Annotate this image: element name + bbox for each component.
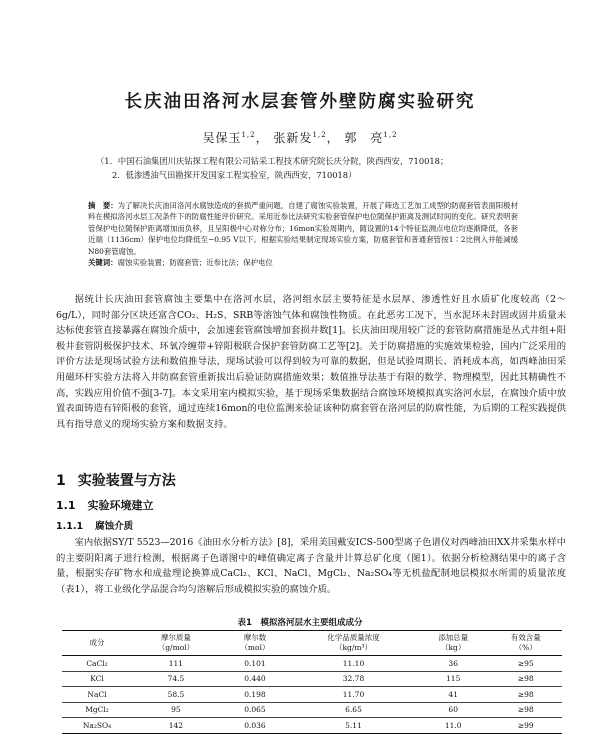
abstract-label: 摘 要： [88,201,118,210]
header-cell: 成分 [89,638,105,647]
table-cell: 6.65 [290,702,417,718]
table-cell: NaCl [62,687,132,703]
table-cell: 111 [132,656,220,672]
table-cell: 11.0 [417,718,490,734]
header-cell: 有效含量 （%） [510,633,541,652]
table-cell: ≥98 [489,671,562,687]
table-cell: ≥95 [489,656,562,672]
table-cell: 11.10 [290,656,417,672]
affiliation-line: 2．低渗透油气田勘探开发国家工程实验室，陕西西安，710018） [112,170,357,180]
table-cell: Na₂SO₄ [62,718,132,734]
subsubsection-heading [56,518,133,532]
table-cell: 0.065 [220,702,290,718]
table-row [62,718,562,734]
table-header-row [62,631,562,656]
introduction [56,292,566,432]
header-cell: 摩尔数 （mol） [240,633,270,652]
table-row [62,671,562,687]
table-cell: 0.101 [220,656,290,672]
author-name: 郭 亮 [344,131,384,145]
table-cell: ≥98 [489,702,562,718]
table-cell: 41 [417,687,490,703]
keywords-text: 腐蚀实验装置；防腐套管；近参比法；保护电位 [117,258,273,268]
corrosion-medium-section [56,535,566,597]
table-caption: 表1 模拟洛河层水主要组成成分 [237,618,363,628]
subsection-number: 1.1 [56,499,76,512]
table-cell: 5.11 [290,718,417,734]
section-heading [56,470,176,490]
table-cell: 74.5 [132,671,220,687]
table-row [62,687,562,703]
author-affiliation-mark: 1,2 [312,131,327,139]
affiliation-line: （1．中国石油集团川庆钻探工程有限公司钻采工程技术研究院长庆分院，陕西西安，710018； [96,156,449,166]
table-cell: 60 [417,702,490,718]
abstract-text: 为了解决长庆油田洛河水腐蚀造成的套损严重问题，自建了腐蚀实验装置，开展了筛选工艺加工成型的防腐套管表面阳极材料在模拟洛河水层工况条件下的防腐性能评价研究。采用近参比法研究实验套管保护电位随保护距离及测试时间的变化。研究表明套管保护电位随保护距离增加而负移，且呈阳极中心对称分布；16mon实验周期内，随设置的14个特征监测点电位均逐渐降低，各套近端（1136cm）保护电位均降低至−0.95 V以下。根据实验结果制定现场实验方案，防腐套管和普通套管按1∶2比例入井能减缓N80套管腐蚀。 [88,201,518,256]
composition-table [62,630,562,734]
subsection-heading [56,497,154,513]
intro-paragraph: 据统计长庆油田套管腐蚀主要集中在洛河水层，洛河组水层主要特征是水层厚、渗透性好且水质矿化度较高（2～6g/L），同时部分区块还富含CO₂、H₂S、SRB等溶蚀气体和腐蚀性物质。在此恶劣工况下，当水泥环未封固或固井质量未达标使套管直接暴露在腐蚀介质中，会加速套管腐蚀增加套损井数[1]。长庆油田现用较广泛的套管防腐措施是丛式井组+阳极井套管阴极保护技术、环氧冷缠带+锌阳极联合保护套管防腐工艺等[2]。关于防腐措施的实施效果检验，国内广泛采用的评价方法是现场试验方法和数值推导法，现场试验可以得到较为可靠的数据，但是试验周期长、消耗成本高，如西峰油田采用磁环杆实验方法将入井防腐套管重新拔出后验证防腐措施效果；数值推导法基于有限的数学、物理模型，因此其精确性不高，实践应用价值不强[3-7]。本文采用室内模拟实验，基于现场采集数据结合腐蚀环境模拟真实洛河水层，在腐蚀介质中放置表面铸造有锌阳极的套管，通过连续16mon的电位监测来验证该种防腐套管在洛河层的防腐性能，为后期的工程实践提供具有指导意义的现场实验方案和数据支持。 [56,294,566,430]
table-cell: 11.70 [290,687,417,703]
table-cell: CaCl₂ [62,656,132,672]
table-cell: 0.440 [220,671,290,687]
table-cell: 32.78 [290,671,417,687]
keywords-label: 关键词： [88,258,118,268]
paper-title: 长庆油田洛河水层套管外壁防腐实验研究 [124,92,476,112]
subsubsection-title: 腐蚀介质 [95,521,134,532]
table-cell: ≥99 [489,718,562,734]
header-cell: 添加总量 （kg） [438,633,469,652]
table-cell: 36 [417,656,490,672]
header-cell: 摩尔质量 （g/mol） [157,633,195,652]
table-cell: KCl [62,671,132,687]
subsection-title: 实验环境建立 [87,499,154,512]
header-cell: 化学品质量浓度 （kg/m³） [327,633,380,652]
author-name: 吴保玉 [202,131,242,145]
table-row [62,702,562,718]
author-affiliation-mark: 1,2 [241,131,256,139]
table-cell: ≥98 [489,687,562,703]
table-cell: 142 [132,718,220,734]
corrosion-medium-paragraph: 室内依据SY/T 5523—2016《油田水分析方法》[8]，采用美国戴安ICS-500型离子色谱仪对西峰油田XX井采集水样中的主要阴阳离子进行检测，根据离子色谱图中的峰值确定离子含量并计算总矿化度（图1）。依据分析检测结果中的离子含量，根据实存矿物水和成盐理论换算成CaCl₂、KCl、NaCl、MgCl₂、Na₂SO₄等无机盐配制地层模拟水所需的质量浓度（表1），将工业级化学品混合均匀溶解后形成模拟实验的腐蚀介质。 [56,537,566,595]
section-number: 1 [56,473,66,489]
table-cell: 95 [132,702,220,718]
author-affiliation-mark: 1,2 [383,131,398,139]
subsubsection-number: 1.1.1 [56,521,84,532]
table-cell: 0.198 [220,687,290,703]
table-cell: 58.5 [132,687,220,703]
author-name: 张新发 [273,131,313,145]
table-cell: MgCl₂ [62,702,132,718]
abstract [88,200,518,268]
author-line: 吴保玉$^{1,2}$， 张新发$^{1,2}$， 郭 亮$^{1,2}$ [202,131,398,145]
table-row [62,656,562,672]
table-cell: 115 [417,671,490,687]
table-cell: 0.036 [220,718,290,734]
section-title: 实验装置与方法 [77,473,176,489]
